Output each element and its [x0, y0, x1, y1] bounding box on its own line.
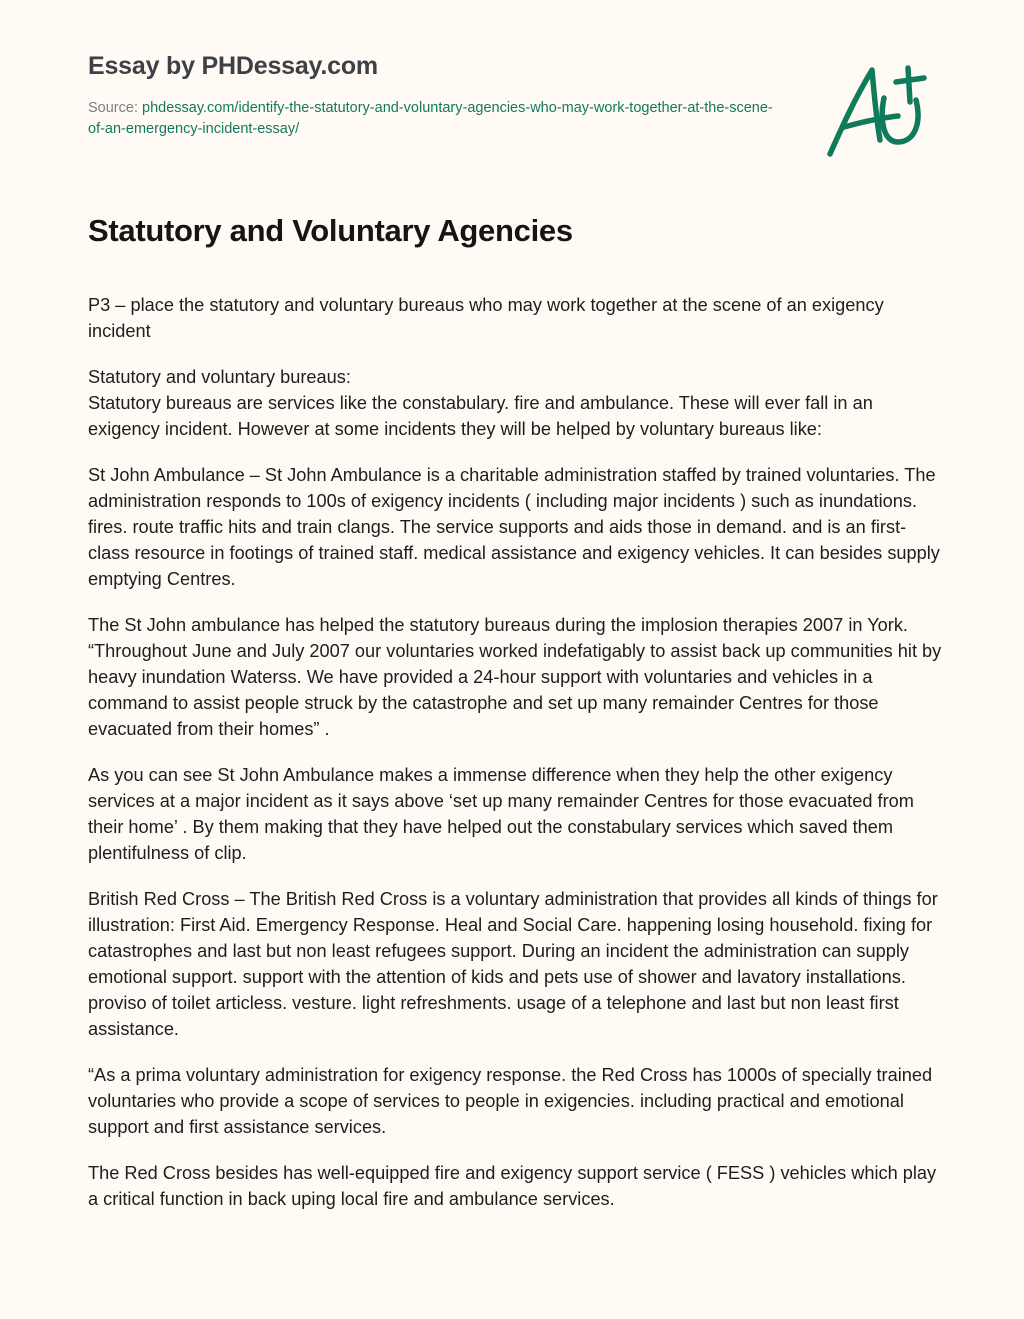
essay-body [88, 292, 944, 1232]
paragraph-st-john: St John Ambulance – St John Ambulance is a charitable administration staffed by trained voluntaries. The administration responds to 100s of exigency incidents ( including major incidents ) such as inundations. fires. route traffic hits and train clangs. The service supports and aids those in demand. and is an first-class resource in footings of trained staff. medical assistance and exigency vehicles. It can besides supply emptying Centres. [88, 465, 940, 589]
source-link[interactable]: phdessay.com/identify-the-statutory-and-voluntary-agencies-who-may-work-together-at-the-scene-of-an-emergency-incident-essay/ [88, 100, 773, 137]
site-title[interactable]: Essay by PHDessay.com [88, 52, 378, 80]
document-title: Statutory and Voluntary Agencies [88, 213, 573, 248]
paragraph-statutory: Statutory bureaus are services like the constabulary. fire and ambulance. These will ever fall in an exigency incident. However at some incidents they will be helped by voluntary bureaus like: [88, 393, 873, 439]
paragraph-floods-2007: The St John ambulance has helped the statutory bureaus during the implosion therapies 2007 in York. “Throughout June and July 2007 our voluntaries worked indefatigably to assist back up communities hit by heavy inundation Waterss. We have provided a 24-hour support with voluntaries and vehicles in a command to assist people struck by the catastrophe and set up many remainder Centres for those evacuated from their homes” . [88, 615, 942, 739]
source-label: Source: [88, 100, 142, 116]
a-plus-grade-icon [822, 62, 934, 162]
paragraph-red-cross: British Red Cross – The British Red Cross is a voluntary administration that provides all kinds of things for illustration: First Aid. Emergency Response. Heal and Social Care. happening losing household. fixing for catastrophes and last but non least refugees support. During an incident the administration can supply emotional support. support with the attention of kids and pets use of shower and lavatory installations. proviso of toilet articless. vesture. light refreshments. usage of a telephone and last but non least first assistance. [88, 889, 938, 1039]
page-header [88, 48, 788, 140]
paragraph-subheading: Statutory and voluntary bureaus: [88, 367, 351, 387]
paragraph-intro: P3 – place the statutory and voluntary bureaus who may work together at the scene of an exigency incident [88, 295, 884, 341]
source-line [88, 98, 788, 140]
paragraph-fess: The Red Cross besides has well-equipped fire and exigency support service ( FESS ) vehicles which play a critical function in back uping local fire and ambulance services. [88, 1163, 937, 1209]
paragraph-difference: As you can see St John Ambulance makes a immense difference when they help the other exigency services at a major incident as it says above ‘set up many remainder Centres for those evacuated from their home’ . By them making that they have helped out the constabulary services which saved them plentifulness of clip. [88, 765, 914, 863]
paragraph-red-cross-quote: “As a prima voluntary administration for exigency response. the Red Cross has 1000s of specially trained voluntaries who provide a scope of services to people in exigencies. including practical and emotional support and first assistance services. [88, 1065, 933, 1137]
